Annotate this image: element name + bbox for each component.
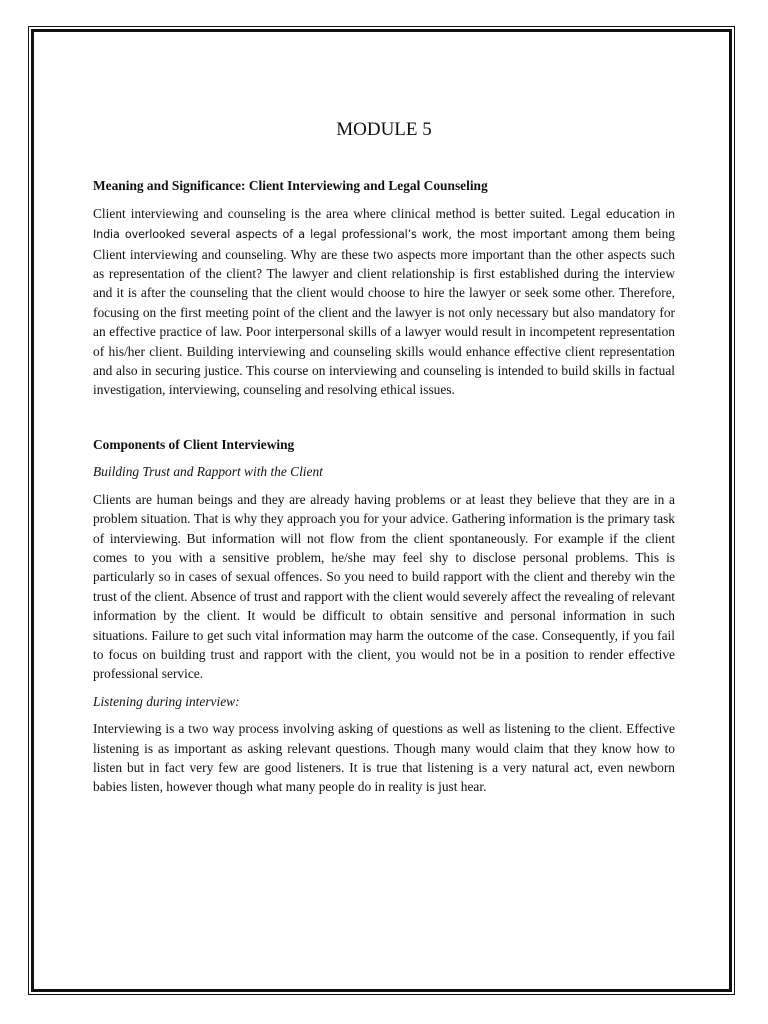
paragraph-trust-rapport: Clients are human beings and they are already having problems or at least they believe that they are in a problem situation. That is why they approach you for your advice. Gathering information is the primary task of interviewing. But information will not flow from the client spontaneously. For example if the client comes to you with a sensitive problem, he/she may feel shy to disclose personal problems. This is particularly so in cases of sexual offences. So you need to build rapport with the client and thereby win the trust of the client. Absence of trust and rapport with the client would severely affect the revealing of relevant information by the client. It would be difficult to obtain sensitive and personal information in such situations. Failure to get such vital information may harm the outcome of the case. Consequently, if you fail to focus on building trust and rapport with the client, you would not be in a position to render effective professional service. <box>93 491 675 682</box>
subheading-listening: Listening during interview: <box>93 693 240 709</box>
section-heading-meaning: Meaning and Significance: Client Interviewing and Legal Counseling <box>93 178 488 194</box>
subheading-trust-rapport: Building Trust and Rapport with the Client <box>93 464 323 480</box>
section-gap <box>93 408 675 435</box>
paragraph-listening: Interviewing is a two way process involving asking of questions as well as listening to the client. Effective listening is as important as asking relevant questions. Though many would claim that they know how to listen but in fact very few are good listeners. It is true that listening is a very natural act, even newborn babies listen, however though what many people do in reality is just hear. <box>93 721 675 795</box>
document-body <box>93 120 675 805</box>
paragraph-meaning-part2: education in India overlooked several aspects of a legal professional’s work, the most important <box>93 207 675 242</box>
paragraph-meaning <box>93 204 675 400</box>
section-heading-components: Components of Client Interviewing <box>93 436 295 452</box>
module-title: MODULE 5 <box>336 119 432 140</box>
paragraph-meaning-part1: Client interviewing and counseling is the area where clinical method is better suited. Legal <box>93 205 606 221</box>
paragraph-meaning-part3: among them being Client interviewing and counseling. Why are these two aspects more important than the other aspects such as representation of the client? The lawyer and client relationship is first established during the interview and it is after the counseling that the client would choose to hire the lawyer or seek some other. Therefore, focusing on the first meeting point of the client and the lawyer is not only necessary but also mandatory for an effective practice of law. Poor interpersonal skills of a lawyer would result in incompetent representation of his/her client. Building interviewing and counseling skills would enhance effective client representation and also in securing justice. This course on interviewing and counseling is intended to build skills in factual investigation, interviewing, counseling and resolving ethical issues. <box>93 226 675 398</box>
